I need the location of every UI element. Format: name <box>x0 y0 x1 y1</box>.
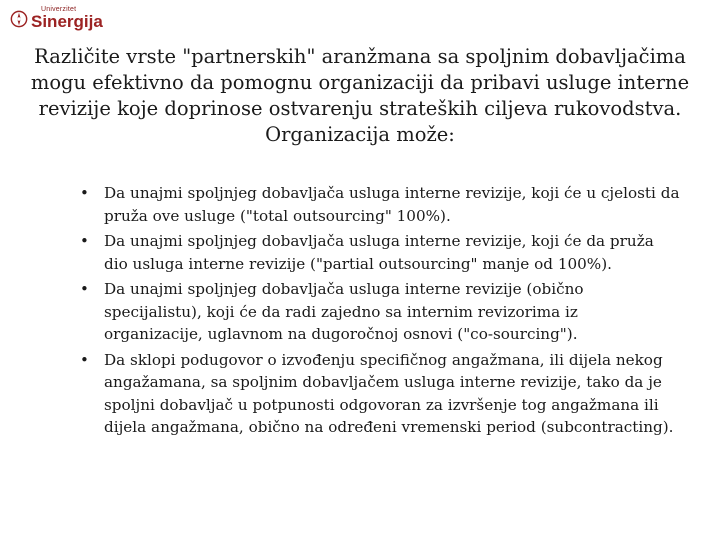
bullet-text: Da unajmi spoljnjeg dobavljača usluga interne revizije, koji će u cjelosti da pruža ove usluge ("total outsourcing" 100%). <box>104 184 680 225</box>
slide-title: Različite vrste "partnerskih" aranžmana sa spoljnim dobavljačima mogu efektivno da pomognu organizaciji da pribavi usluge interne revizije koje doprinose ostvarenju strateških ciljeva rukovodstva. Organizacija može: <box>30 45 690 146</box>
bullet-text: Da unajmi spoljnjeg dobavljača usluga interne revizije (obično specijalistu), koji će da radi zajedno sa internim revizorima iz organizacije, uglavnom na dugoročnoj osnovi ("co-sourcing"). <box>104 280 584 343</box>
logo-university-label: Univerzitet <box>41 6 77 13</box>
bullet-list <box>80 182 680 442</box>
bullet-item-subcontracting <box>80 349 680 439</box>
university-logo <box>10 6 103 30</box>
bullet-text: Da sklopi podugovor o izvođenju specifičnog angažmana, ili dijela nekog angažamana, sa spoljnim dobavljačem usluga interne revizije, tako da je spoljni dobavljač u potpunosti odgovoran za izvršenje tog angažmana ili dijela angažmana, obično na određeni vremenski period (subcontracting). <box>104 350 674 436</box>
sinergija-logo-icon <box>10 10 28 28</box>
logo-text <box>31 6 103 30</box>
bullet-item-total-outsourcing <box>80 182 680 227</box>
bullet-text: Da unajmi spoljnjeg dobavljača usluga interne revizije, koji će da pruža dio usluga interne revizije ("partial outsourcing" manje od 100%). <box>104 232 654 273</box>
bullet-item-co-sourcing <box>80 278 680 346</box>
bullet-item-partial-outsourcing <box>80 230 680 275</box>
bullet-icon: • <box>80 184 89 202</box>
logo-brand-name: Sinergija <box>31 12 103 31</box>
bullet-icon: • <box>80 350 89 369</box>
bullet-icon: • <box>80 232 89 250</box>
bullet-icon: • <box>80 280 89 298</box>
